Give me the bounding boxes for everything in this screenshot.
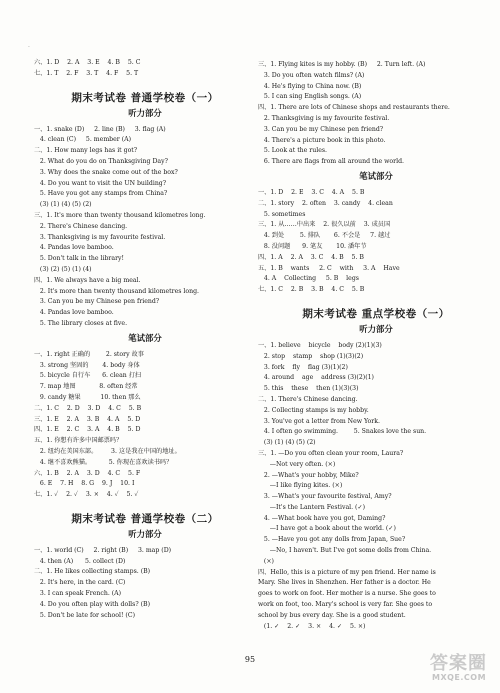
answer-line: 2. Thanksgiving is my favourite festival. [258, 114, 390, 122]
left-column [34, 58, 256, 621]
answer-line: 七、1. C 2. B 3. B 4. C 5. B [258, 286, 365, 294]
answer-line: 4. Pandas love bamboo. [34, 244, 114, 252]
answer-line: 2. —What's your hobby, Mike? [258, 471, 359, 479]
answer-line: 六、1. B 2. A 3. D 4. C 5. F [34, 469, 141, 477]
answer-line: 4. Do you often play with dolls? (B) [34, 600, 150, 608]
answer-line: —I have got a book about the world. (✓) [258, 525, 396, 533]
answer-line: 6. E 7. H 8. G 9. J 10. I [34, 480, 135, 488]
answer-line: 四、1. We always have a big meal. [34, 276, 141, 284]
answer-line: 9. candy 糖果 10. then 那么 [34, 393, 141, 401]
answer-line: 5. bicycle 自行车 6. clean 打扫 [34, 372, 142, 380]
answer-line: goes to work on foot. Her mother is a nurse. She goes to [258, 590, 436, 598]
answer-line: 七、1. T 2. F 3. T 4. F 5. T [34, 69, 139, 77]
corner-mark: · [28, 44, 30, 51]
watermark-url: MXQE.COM [432, 673, 487, 682]
answer-line: 4. He's flying to China now. (B) [258, 82, 362, 90]
answer-line: 5. I can sing English songs. (A) [258, 93, 362, 101]
answer-line: 8. 没问题 9. 笔友 10. 潘年节 [258, 242, 367, 250]
answer-line: 5. The library closes at five. [34, 319, 128, 327]
answer-line: 3. You've got a letter from New York. [258, 417, 380, 425]
answer-line: 一、1. believe bicycle body (2)(1)(3) [258, 341, 382, 349]
answer-line: 二、1. C 2. D 3. D 4. C 5. B [34, 404, 142, 412]
section-subtitle: 听力部分 [128, 528, 162, 539]
answer-line: 六、1. D 2. A 3. E 4. B 5. C [34, 59, 141, 66]
answer-line: (3) (2) (5) (1) (4) [34, 265, 92, 273]
answer-line: 一、1. right 正确的 2. story 故事 [34, 350, 144, 358]
answer-line: 4. around age address (3)(2)(1) [258, 374, 374, 382]
answer-line: 2. 纽约在美国东部。 3. 这是我在中国的地址。 [34, 447, 181, 455]
answer-line: 四、1. E 2. C 3. A 4. B 5. D [34, 426, 141, 434]
answer-line: 5. Look at the rules. [258, 147, 328, 155]
section-title: 期末考试卷 普通学校卷（二） [71, 512, 219, 525]
answer-line: 4. then (A) 5. collect (D) [34, 557, 126, 565]
answer-line: 3. I can speak French. (A) [34, 590, 122, 598]
answer-line: Mary. She lives in Shenzhen. Her father is a doctor. He [258, 579, 431, 587]
answer-line: 五、1. B wants 2. C with 3. A Have [258, 264, 400, 272]
answer-line: 3. Why does the snake come out of the box? [34, 168, 178, 176]
answer-line: 七、1. ✓ 2. ✓ 3. × 4. ✓ 5. ✓ [34, 491, 139, 499]
answer-line: 二、1. There's Chinese dancing. [258, 395, 358, 403]
answer-line: 五、1. 你想有许多中国邮票吗？ [34, 437, 123, 445]
answer-line: —Not very often. (×) [258, 460, 336, 468]
answer-line: 四、Hello, this is a picture of my pen friend. Her name is [258, 568, 436, 576]
answer-line: 4. A Collecting 5. B legs [258, 275, 359, 283]
answer-line: 4. Pandas love bamboo. [34, 309, 114, 317]
answer-line: 3. Can you be my Chinese pen friend? [34, 298, 160, 306]
answer-line: 4. I often go swimming. 5. Snakes love the sun. [258, 428, 427, 436]
answer-line: 5. Don't be late for school! (C) [34, 611, 135, 619]
answer-line: 三、1. E 2. A 3. B 4. A 5. D [34, 415, 141, 423]
answer-line: 四、1. A 2. A 3. C 4. B 5. B [258, 253, 364, 261]
answer-line: 3. Can you be my Chinese pen friend? [258, 125, 384, 133]
answer-line: 三、1. It's more than twenty thousand kilometres long. [34, 211, 206, 219]
answer-line: 4. 继不喜欢熊猫。 5. 你现在喜欢读书吗？ [34, 458, 173, 466]
answer-line: 二、1. How many legs has it got? [34, 147, 138, 155]
answer-line: 5. this these then (1)(3)(3) [258, 385, 359, 393]
answer-line: 5. —Have you got any dolls from Japan, Sue? [258, 536, 406, 544]
answer-line: 4. 到处 5. 排队 6. 不会是 7. 越过 [258, 232, 391, 240]
watermark-text: 答案圈 [430, 653, 487, 674]
answer-line: 二、1. story 2. often 3. candy 4. clean [258, 199, 393, 207]
answer-line: 7. map 地图 8. often 经常 [34, 383, 138, 391]
section-subtitle: 听力部分 [359, 323, 393, 334]
watermark [424, 647, 494, 687]
answer-line: 3. —What's your favourite festival, Amy? [258, 493, 392, 501]
answer-line: 4. There's a picture book in this photo. [258, 136, 386, 144]
answer-line: 二、1. He likes collecting stamps. (B) [34, 568, 151, 576]
answer-line: 一、1. D 2. E 3. C 4. A 5. B [258, 188, 365, 196]
section-subtitle: 笔试部分 [359, 170, 393, 181]
answer-line: 5. Have you got any stamps from China? [34, 190, 168, 198]
answer-line: 5. Don't talk in the library! [34, 255, 125, 263]
answer-line: 3. fork fly flag (3)(1)(2) [258, 363, 348, 371]
answer-line: 一、1. snake (D) 2. line (B) 3. flag (A) [34, 125, 166, 133]
section-subtitle: 笔试部分 [128, 332, 162, 343]
section-title: 期末考试卷 普通学校卷（一） [71, 91, 219, 104]
answer-line: work on foot, too. Mary's school is very far. She goes to [258, 601, 433, 609]
answer-line: —No, I haven't. But I've got some dolls from China. [258, 547, 432, 555]
answer-line: 2. stop stamp shop (1)(3)(2) [258, 352, 364, 360]
answer-line: 3. Do you often watch films? (A) [258, 71, 365, 79]
answer-line: 2. It's more than twenty thousand kilometres long. [34, 287, 199, 295]
answer-line: (3) (1) (4) (5) (2) [34, 201, 92, 209]
answer-line: 三、1. 从……中出来 2. 很久以前 3. 成员国 [258, 221, 391, 229]
answer-line: 四、1. There are lots of Chinese shops and restaurants there. [258, 104, 450, 112]
answer-line: (3) (1) (4) (5) (2) [258, 439, 316, 447]
answer-line: —It's the Lantern Festival. (✓) [258, 503, 366, 511]
answer-line: 4. clean (C) 5. member (A) [34, 136, 132, 144]
answer-line: 2. What do you do on Thanksgiving Day? [34, 157, 168, 165]
page-number: 95 [244, 655, 256, 664]
section-title: 期末考试卷 重点学校卷（一） [302, 307, 450, 320]
answer-line: 6. There are flags from all around the world. [258, 158, 405, 166]
answer-line: 三、1. Flying kites is my hobby. (B) 2. Turn left. (A) [258, 61, 426, 68]
answer-line: 4. Do you want to visit the UN building? [34, 179, 167, 187]
answer-line: 3. Thanksgiving is my favourite festival. [34, 233, 166, 241]
answer-line: 2. Collecting stamps is my hobby. [258, 406, 369, 414]
answer-line: 2. There's Chinese dancing. [34, 222, 128, 230]
answer-line: (1. ✓ 2. ✓ 3. × 4. ✓ 5. ×) [258, 622, 366, 630]
answer-line: 3. strong 坚固的 4. body 身体 [34, 361, 140, 369]
answer-line: 一、1. world (C) 2. right (B) 3. map (D) [34, 546, 172, 554]
answer-line: 4. —What book have you got, Daming? [258, 514, 386, 522]
section-subtitle: 听力部分 [128, 107, 162, 118]
answer-line: school by bus every day. She is a good student. [258, 611, 406, 619]
answer-line: 5. sometimes [258, 210, 306, 218]
answer-line: (×) [258, 557, 274, 565]
right-column [258, 60, 494, 632]
answer-line: 2. It's here, in the card. (C) [34, 579, 126, 587]
answer-line: —I like flying kites. (×) [258, 482, 343, 490]
answer-line: 三、1. —Do you often clean your room, Laura? [258, 449, 404, 457]
